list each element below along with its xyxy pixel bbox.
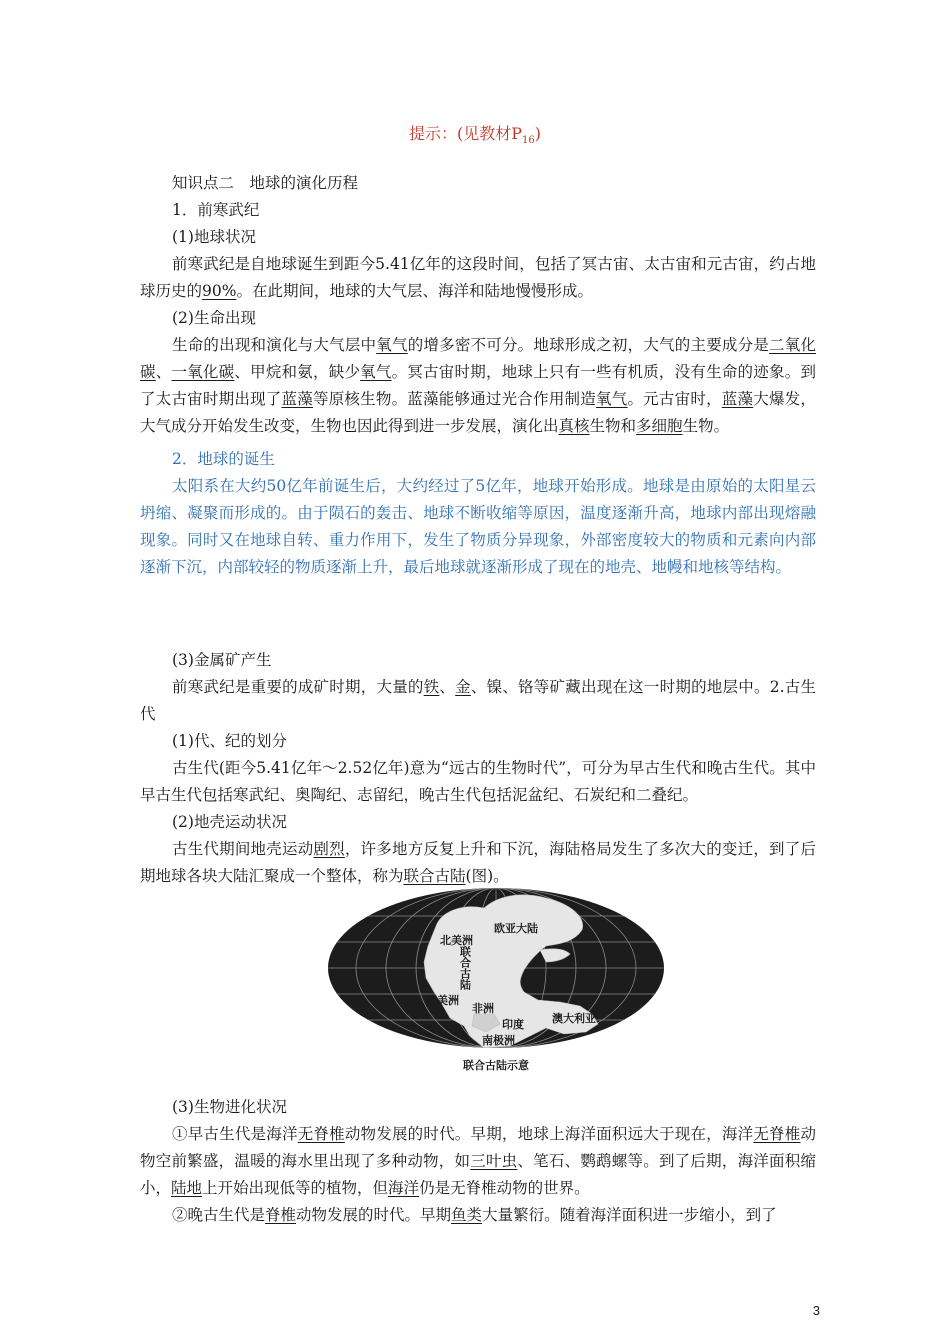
pangaea-map-figure [324,886,668,1076]
paragraph-late-paleozoic: ②晚古生代是脊椎动物发展的时代。早期鱼类大量繁衍。随着海洋面积进一步缩小，到了 [172,1206,777,1224]
label-africa: 非洲 [472,1002,494,1015]
sub-heading-precambrian: 1．前寒武纪 [172,201,260,219]
paragraph-early-paleozoic: ①早古生代是海洋无脊椎动物发展的时代。早期，地球上海洋面积远大于现在，海洋无脊椎动物空前繁盛，温暖的海水里出现了多种动物，如三叶虫、笔石、鹦鹉螺等。到了后期，海洋面积缩小，陆地上开始出现低等的植物，但海洋仍是无脊椎动物的世界。 [140,1125,816,1197]
paragraph-earth-birth: 太阳系在大约50亿年前诞生后，大约经过了5亿年，地球开始形成。地球是由原始的太阳星云坍缩、凝聚而形成的。由于陨石的轰击、地球不断收缩等原因，温度逐渐升高，地球内部出现熔融现象。同时又在地球自转、重力作用下，发生了物质分异现象，外部密度较大的物质和元素向内部逐渐下沉，内部较轻的物质逐渐上升，最后地球就逐渐形成了现在的地壳、地幔和地核等结构。 [140,477,816,576]
underlined-term: 无脊椎 [753,1125,801,1143]
hint-close: ) [534,124,541,143]
underlined-term: 90% [202,282,237,300]
underlined-term: 金 [455,678,471,696]
underlined-term: 铁 [423,678,440,696]
section-evolution [140,1094,816,1229]
underlined-term: 陆地 [171,1179,203,1197]
label-north-america: 北美洲 [440,934,473,947]
hint-label: 提示： [408,124,457,143]
paragraph-division: 古生代(距今5.41亿年～2.52亿年)意为“远古的生物时代”，可分为早古生代和晚古生代。其中早古生代包括寒武纪、奥陶纪、志留纪，晚古生代包括泥盆纪、石炭纪和二叠纪。 [140,759,816,804]
underlined-term: 真核 [558,417,590,435]
underlined-term: 一氧化碳 [171,363,235,381]
hint-text: (见教材P [457,124,523,143]
sub-heading-division: (1)代、纪的划分 [172,732,287,750]
section-earth-birth [140,446,816,581]
underlined-term: 蓝藻 [721,390,754,408]
label-eurasia: 欧亚大陆 [494,922,538,935]
hint-line [0,121,950,146]
underlined-term: 无脊椎 [297,1125,345,1143]
sub-heading-earth-state: (1)地球状况 [172,228,256,246]
underlined-term: 鱼类 [451,1206,483,1224]
underlined-term: 联合古陆 [403,867,466,885]
label-india: 印度 [502,1018,524,1031]
paragraph-crust: 古生代期间地壳运动剧烈，许多地方反复上升和下沉，海陆格局发生了多次大的变迁，到了后期地球各块大陆汇聚成一个整体，称为联合古陆(图)。 [140,840,816,885]
underlined-term: 氧气 [360,363,392,381]
label-south-america: 南美洲 [426,994,459,1007]
page-number: 3 [812,1303,820,1318]
knowledge-heading: 知识点二 地球的演化历程 [172,174,359,192]
underlined-term: 蓝藻 [281,390,313,408]
paragraph-earth-state: 前寒武纪是自地球诞生到距今5.41亿年的这段时间，包括了冥古宙、太古宙和元古宙，约占地球历史的90%。在此期间，地球的大气层、海洋和陆地慢慢形成。 [140,255,816,300]
section-precambrian [140,170,816,440]
underlined-term: 氧气 [596,390,628,408]
underlined-term: 海洋 [388,1179,420,1197]
paragraph-minerals: 前寒武纪是重要的成矿时期，大量的铁、金、镍、铬等矿藏出现在这一时期的地层中。2.古生代 [140,678,816,723]
sub-heading-evolution: (3)生物进化状况 [172,1098,287,1116]
underlined-term: 剧烈 [313,840,345,858]
label-antarctica: 南极洲 [482,1034,515,1047]
underlined-term: 脊椎 [265,1206,297,1224]
sub-heading-minerals: (3)金属矿产生 [172,651,272,669]
figure-caption: 联合古陆示意 [463,1059,529,1072]
section-paleozoic [140,647,816,890]
underlined-term: 多细胞 [636,417,683,435]
underlined-term: 氧气 [376,336,408,354]
sub-heading-life: (2)生命出现 [172,309,256,327]
underlined-term: 二氧化碳 [140,336,816,381]
underlined-term: 三叶虫 [470,1152,518,1170]
label-pangaea: 联合古陆 [458,946,472,990]
paragraph-life: 生命的出现和演化与大气层中氧气的增多密不可分。地球形成之初，大气的主要成分是二氧化碳、一氧化碳、甲烷和氨，缺少氧气。冥古宙时期，地球上只有一些有机质，没有生命的迹象。到了太古宙时期出现了蓝藻等原核生物。蓝藻能够通过光合作用制造氧气。元古宙时，蓝藻大爆发，大气成分开始发生改变，生物也因此得到进一步发展，演化出真核生物和多细胞生物。 [140,336,816,435]
label-australia: 澳大利亚 [552,1012,596,1025]
sub-heading-crust: (2)地壳运动状况 [172,813,287,831]
sub-heading-earth-birth: 2．地球的诞生 [172,450,275,468]
hint-subscript: 16 [522,135,535,147]
